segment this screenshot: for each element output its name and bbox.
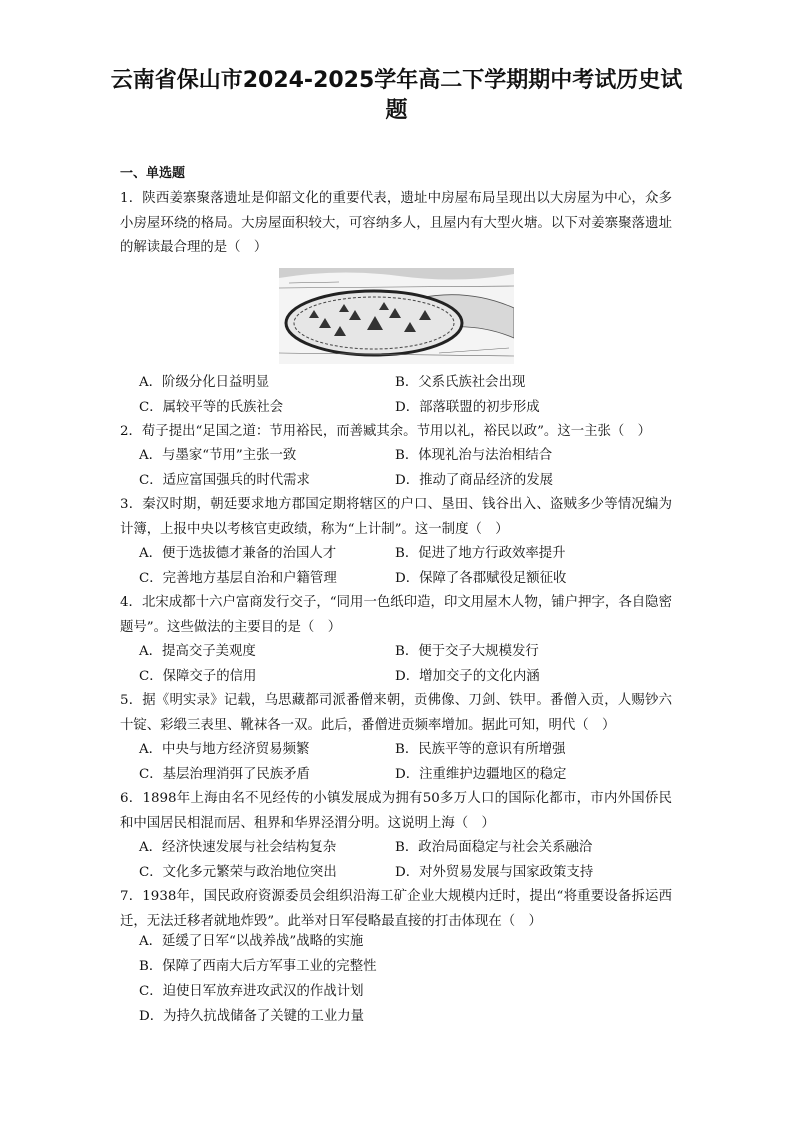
question-6-stem: 6．1898年上海由名不见经传的小镇发展成为拥有50多万人口的国际化都市，市内外国侨民和中国居民相混而居、租界和华界泾渭分明。这说明上海（ ） — [120, 791, 672, 831]
option-d[interactable]: D．保障了各郡赋役足额征收 — [395, 571, 567, 586]
question-2-stem: 2．荀子提出“足国之道：节用裕民，而善臧其余。节用以礼，裕民以政”。这一主张（ ） — [120, 424, 652, 439]
title-line-1: 云南省保山市2024-2025学年高二下学期期中考试历史试 — [110, 68, 683, 93]
option-b[interactable]: B．促进了地方行政效率提升 — [395, 546, 566, 561]
option-d[interactable]: D．推动了商品经济的发展 — [395, 473, 554, 488]
option-c[interactable]: C．文化多元繁荣与政治地位突出 — [139, 865, 337, 880]
option-d[interactable]: D．增加交子的文化内涵 — [395, 669, 540, 684]
option-a[interactable]: A．经济快速发展与社会结构复杂 — [139, 840, 337, 855]
option-d[interactable]: D．注重维护边疆地区的稳定 — [395, 767, 567, 782]
option-b[interactable]: B．便于交子大规模发行 — [395, 644, 539, 659]
option-a[interactable]: A．中央与地方经济贸易频繁 — [139, 742, 310, 757]
settlement-illustration — [279, 268, 514, 364]
title-line-2: 题 — [385, 98, 408, 123]
option-d[interactable]: D．部落联盟的初步形成 — [395, 400, 540, 415]
option-c[interactable]: C．基层治理消弭了民族矛盾 — [139, 767, 310, 782]
option-c[interactable]: C．适应富国强兵的时代需求 — [139, 473, 310, 488]
question-3-stem: 3．秦汉时期，朝廷要求地方郡国定期将辖区的户口、垦田、钱谷出入、盗贼多少等情况编为计簿，上报中央以考核官吏政绩，称为“上计制”。这一制度（ ） — [120, 497, 672, 537]
option-c[interactable]: C．迫使日军放弃进攻武汉的作战计划 — [139, 984, 364, 999]
question-5-stem: 5．据《明实录》记载，乌思藏都司派番僧来朝，贡佛像、刀剑、铁甲。番僧入贡，人赐钞六十锭、彩缎三表里、靴袜各一双。此后，番僧进贡频率增加。据此可知，明代（ ） — [120, 693, 672, 733]
option-c[interactable]: C．属较平等的氏族社会 — [139, 400, 284, 415]
option-b[interactable]: B．体现礼治与法治相结合 — [395, 448, 553, 463]
option-b[interactable]: B．父系氏族社会出现 — [395, 375, 526, 390]
option-a[interactable]: A．提高交子美观度 — [139, 644, 256, 659]
option-d[interactable]: D．为持久抗战储备了关键的工业力量 — [139, 1009, 364, 1024]
option-c[interactable]: C．保障交子的信用 — [139, 669, 257, 684]
option-b[interactable]: B．保障了西南大后方军事工业的完整性 — [139, 959, 377, 974]
option-d[interactable]: D．对外贸易发展与国家政策支持 — [395, 865, 594, 880]
option-a[interactable]: A．与墨家“节用”主张一致 — [139, 448, 297, 463]
option-b[interactable]: B．民族平等的意识有所增强 — [395, 742, 566, 757]
option-b[interactable]: B．政治局面稳定与社会关系融洽 — [395, 840, 593, 855]
option-a[interactable]: A．阶级分化日益明显 — [139, 375, 270, 390]
question-4-stem: 4．北宋成都十六户富商发行交子，“同用一色纸印造，印文用屋木人物，铺户押字，各自隐密题号”。这些做法的主要目的是（ ） — [120, 595, 672, 635]
option-a[interactable]: A．便于选拔德才兼备的治国人才 — [139, 546, 337, 561]
section-heading: 一、单选题 — [120, 166, 186, 181]
page-title — [100, 66, 693, 126]
option-a[interactable]: A．延缓了日军“以战养战”战略的实施 — [139, 934, 364, 949]
question-7-stem: 7．1938年，国民政府资源委员会组织沿海工矿企业大规模内迁时，提出“将重要设备拆运西迁，无法迁移者就地炸毁”。此举对日军侵略最直接的打击体现在（ ） — [120, 889, 672, 929]
option-c[interactable]: C．完善地方基层自治和户籍管理 — [139, 571, 337, 586]
question-1-stem: 1．陕西姜寨聚落遗址是仰韶文化的重要代表，遗址中房屋布局呈现出以大房屋为中心，众多小房屋环绕的格局。大房屋面积较大，可容纳多人，且屋内有大型火塘。以下对姜寨聚落遗址的解读最合理的是（ ） — [120, 191, 672, 255]
